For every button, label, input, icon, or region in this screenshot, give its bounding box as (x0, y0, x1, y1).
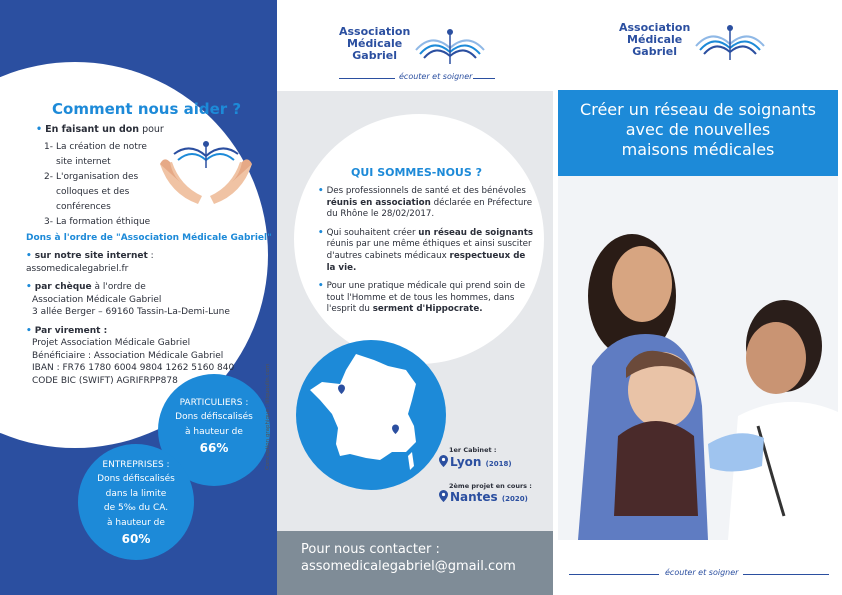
bullet-icon: • (26, 251, 32, 261)
hands-icon (150, 134, 262, 210)
panel-about (265, 0, 553, 595)
map-circle (296, 340, 446, 490)
qui-title: QUI SOMMES-NOUS ? (351, 166, 482, 179)
qui-item: • Des professionnels de santé et des bénévoles réunis en association déclarée en Préfecture du Rhône le 28/02/2017. (318, 186, 533, 220)
don-line (36, 124, 164, 135)
particuliers-bubble: PARTICULIERS : Dons défiscalisés à hauteur de 66% (158, 374, 270, 486)
tagline: écouter et soigner (665, 568, 739, 577)
contact-footer (277, 531, 553, 595)
contact-title: Pour nous contacter : (301, 542, 440, 557)
logo-text: Association Médicale Gabriel (339, 25, 411, 62)
bullet-icon: • (318, 281, 324, 292)
tagline-rule (743, 574, 829, 575)
logo (619, 22, 770, 62)
bullet-icon: • (36, 124, 43, 135)
cover-banner: Créer un réseau de soignants avec de nouvelles maisons médicales (558, 90, 838, 176)
bullet-icon: • (318, 227, 324, 238)
bullet-icon: • (26, 325, 32, 336)
step-item: 3- La formation éthique (44, 217, 151, 227)
qui-item: • Qui souhaitent créer un réseau de soignants réunis par une même éthiques et ainsi susciter d'autres cabinets médicaux respectueux de la vie. (318, 227, 534, 273)
entreprises-bubble: ENTREPRISES : Dons défiscalisés dans la limite de 5‰ du CA. à hauteur de 60% (78, 444, 194, 560)
panel-cover (553, 0, 842, 595)
tagline: écouter et soigner (399, 72, 473, 81)
order-line: Dons à l'ordre de "Association Médicale Gabriel" (26, 233, 272, 243)
don-bold: En faisant un don (45, 124, 140, 135)
don-rest: pour (139, 124, 164, 135)
cabinet2-label: 2ème projet en cours : (449, 482, 532, 490)
wings-caduceus-icon (690, 22, 770, 62)
qui-item: • Pour une pratique médicale qui prend soin de tout l'Homme et de tous les hommes, dans l'esprit du serment d'Hippocrate. (318, 281, 526, 315)
cabinet2-city: Nantes (2020) (439, 490, 528, 504)
wings-caduceus-icon (410, 26, 490, 66)
doctor-family-photo (558, 176, 838, 540)
pin-icon (439, 455, 448, 467)
france-map-icon (296, 340, 446, 490)
pay-cheque: • par chèque à l'ordre de Association Médicale Gabriel 3 allée Berger – 69160 Tassin-La-Demi-Lune (26, 282, 230, 317)
panel-donations (0, 0, 277, 595)
bullet-icon: • (26, 282, 32, 292)
cabinet1-label: 1er Cabinet : (449, 446, 497, 454)
tagline-rule (569, 574, 659, 575)
logo (339, 26, 490, 66)
qui-list (318, 186, 536, 323)
bullet-icon: • (318, 186, 324, 196)
tagline-rule (473, 78, 495, 79)
pin-icon (439, 490, 448, 502)
credit: Conception graphique : liliquoulin.com (265, 363, 271, 470)
payment-methods (26, 250, 256, 393)
pay-virement: • Par virement : Projet Association Médicale Gabriel Bénéficiaire : Association Médicale Gabriel IBAN : FR76 1780 6004 9804 1262 5160 840 CODE BIC (SWIFT) AGRIFRPP878 (26, 325, 235, 386)
cabinet1-city: Lyon (2018) (439, 455, 512, 469)
tagline-rule (339, 78, 395, 79)
step-item: 1- La création de notre site internet (44, 142, 147, 167)
contact-email[interactable]: assomedicalegabriel@gmail.com (301, 559, 516, 574)
step-item: 2- L'organisation des colloques et des conférences (44, 172, 139, 212)
logo-text: Association Médicale Gabriel (619, 21, 691, 58)
steps-list (44, 140, 164, 230)
help-title: Comment nous aider ? (52, 100, 242, 118)
pay-site: • sur notre site internet : assomedicalegabriel.fr (26, 251, 154, 274)
